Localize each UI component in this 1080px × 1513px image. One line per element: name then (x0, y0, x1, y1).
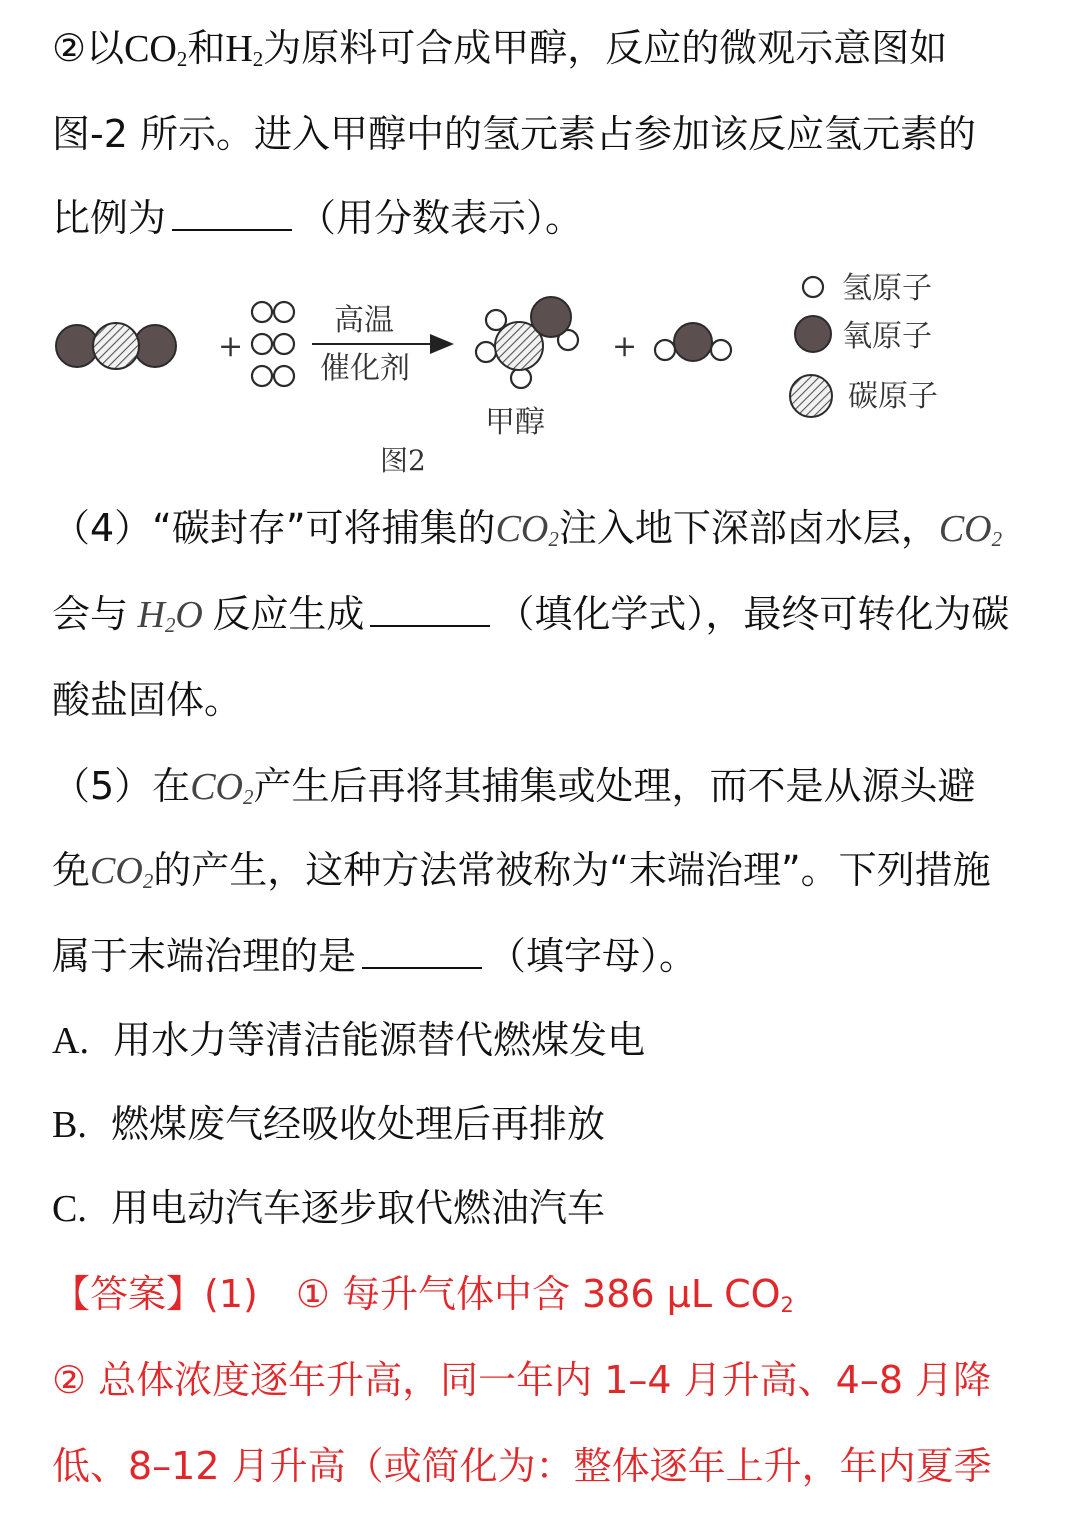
formula-text: CO (938, 508, 992, 550)
formula-text: CO (90, 850, 143, 892)
formula-text: CO (124, 28, 177, 70)
subscript: 2 (164, 613, 176, 638)
answer-line-3 (52, 1442, 1032, 1490)
text: 会与 (52, 592, 129, 636)
option-letter: A. (52, 1020, 89, 1062)
hydrogen-atom (252, 366, 272, 386)
question-5-line-3 (52, 932, 1032, 980)
subscript: 2 (991, 527, 1003, 552)
co2-formula (124, 28, 187, 70)
text: 比例为 (52, 196, 167, 240)
text: 注入地下深部卤水层， (558, 506, 939, 550)
text: （5）在 (52, 764, 191, 808)
hydrogen-atom (655, 340, 675, 360)
legend-carbon: 碳原子 (848, 379, 938, 414)
hydrogen-atom (274, 302, 294, 322)
answer-line-1 (52, 1270, 1032, 1318)
legend (790, 271, 938, 417)
condition-top: 高温 (334, 303, 394, 338)
text: 的产生，这种方法常被称为“末端治理”。下列措施 (153, 848, 991, 892)
carbon-atom (93, 323, 139, 369)
question-2-line-1 (52, 24, 1032, 73)
text: ② 总体浓度逐年升高，同一年内 1–4 月升高、4–8 月降 (52, 1358, 992, 1402)
option-letter: B. (52, 1104, 87, 1146)
option-c (52, 1184, 1032, 1233)
oxygen-atom (674, 323, 712, 361)
reaction-diagram (0, 262, 1080, 492)
question-4-line-2 (52, 590, 1032, 639)
question-5-line-1 (52, 762, 1032, 811)
co2-formula (190, 766, 253, 808)
option-a (52, 1016, 1032, 1065)
option-b (52, 1100, 1032, 1149)
subscript: 2 (548, 527, 559, 552)
plus-sign: + (612, 329, 638, 364)
hydrogen-atom (274, 366, 294, 386)
plus-sign: + (218, 329, 244, 364)
text: （4）“碳封存”可将捕集的 (52, 506, 496, 550)
text: 为原料可合成甲醇，反应的微观示意图如 (263, 26, 948, 70)
answer-line-2 (52, 1356, 1032, 1404)
legend-oxygen: 氧原子 (842, 319, 932, 354)
co2-formula (939, 508, 1002, 550)
subscript: 2 (252, 47, 264, 72)
answer-blank[interactable] (362, 937, 482, 969)
option-letter: C. (52, 1188, 87, 1230)
subscript: 2 (176, 47, 188, 72)
text: 和 (187, 26, 226, 70)
formula-text: H (225, 28, 253, 70)
text: 图-2 所示。进入甲醇中的氢元素占参加该反应氢元素的 (52, 112, 976, 156)
formula-text: O (175, 594, 203, 636)
answer-blank[interactable] (370, 595, 490, 627)
text: ②以 (52, 26, 125, 70)
formula-text: CO (495, 508, 549, 550)
co2-molecule (56, 323, 176, 369)
h2-formula (225, 28, 263, 70)
hydrogen-atom (476, 342, 496, 362)
co2-formula (90, 850, 153, 892)
water-molecule (655, 323, 731, 361)
option-text: 燃煤废气经吸收处理后再排放 (111, 1102, 606, 1146)
question-2-line-2 (52, 110, 1032, 158)
formula-text: CO (190, 766, 243, 808)
question-4-line-3 (52, 676, 1032, 724)
text: 产生后再将其捕集或处理，而不是从源头避 (253, 764, 976, 808)
hydrogen-atom (252, 302, 272, 322)
oxygen-legend-icon (795, 316, 831, 352)
subscript: 2 (142, 869, 154, 894)
text: 低、8–12 月升高（或简化为：整体逐年上升，年内夏季 (52, 1444, 992, 1488)
oxygen-atom (56, 325, 98, 367)
carbon-legend-icon (790, 375, 832, 417)
text: （填字母）。 (488, 934, 698, 978)
text: 免 (52, 848, 91, 892)
subscript: 2 (242, 785, 254, 810)
question-5-line-2 (52, 846, 1032, 895)
figure-caption: 图2 (380, 444, 426, 477)
condition-bottom: 催化剂 (320, 351, 410, 386)
option-text: 用水力等清洁能源替代燃煤发电 (113, 1018, 646, 1062)
text: 酸盐固体。 (52, 678, 243, 722)
h2o-formula (128, 594, 212, 636)
oxygen-atom (134, 325, 176, 367)
text: （用分数表示）。 (298, 196, 584, 240)
hydrogen-atom (511, 368, 531, 388)
hydrogen-atom (711, 340, 731, 360)
hydrogen-legend-icon (803, 277, 823, 297)
oxygen-atom (531, 297, 571, 337)
h2-molecules (252, 302, 294, 386)
co2-formula (496, 508, 559, 550)
subscript: 2 (780, 1293, 794, 1318)
legend-hydrogen: 氢原子 (842, 271, 932, 306)
methanol-molecule (476, 297, 578, 388)
question-4-line-1 (52, 504, 1032, 553)
methanol-label: 甲醇 (485, 405, 545, 440)
formula-text: H (137, 594, 165, 636)
text: 反应生成 (212, 592, 365, 636)
text: （填化学式），最终可转化为碳 (496, 592, 1010, 636)
text: 【答案】(1) ① 每升气体中含 386 μL CO (52, 1272, 781, 1316)
question-2-line-3 (52, 194, 1032, 242)
text: 属于末端治理的是 (52, 934, 357, 978)
hydrogen-atom (252, 334, 272, 354)
option-text: 用电动汽车逐步取代燃油汽车 (111, 1186, 606, 1230)
answer-blank[interactable] (172, 199, 292, 231)
hydrogen-atom (274, 334, 294, 354)
